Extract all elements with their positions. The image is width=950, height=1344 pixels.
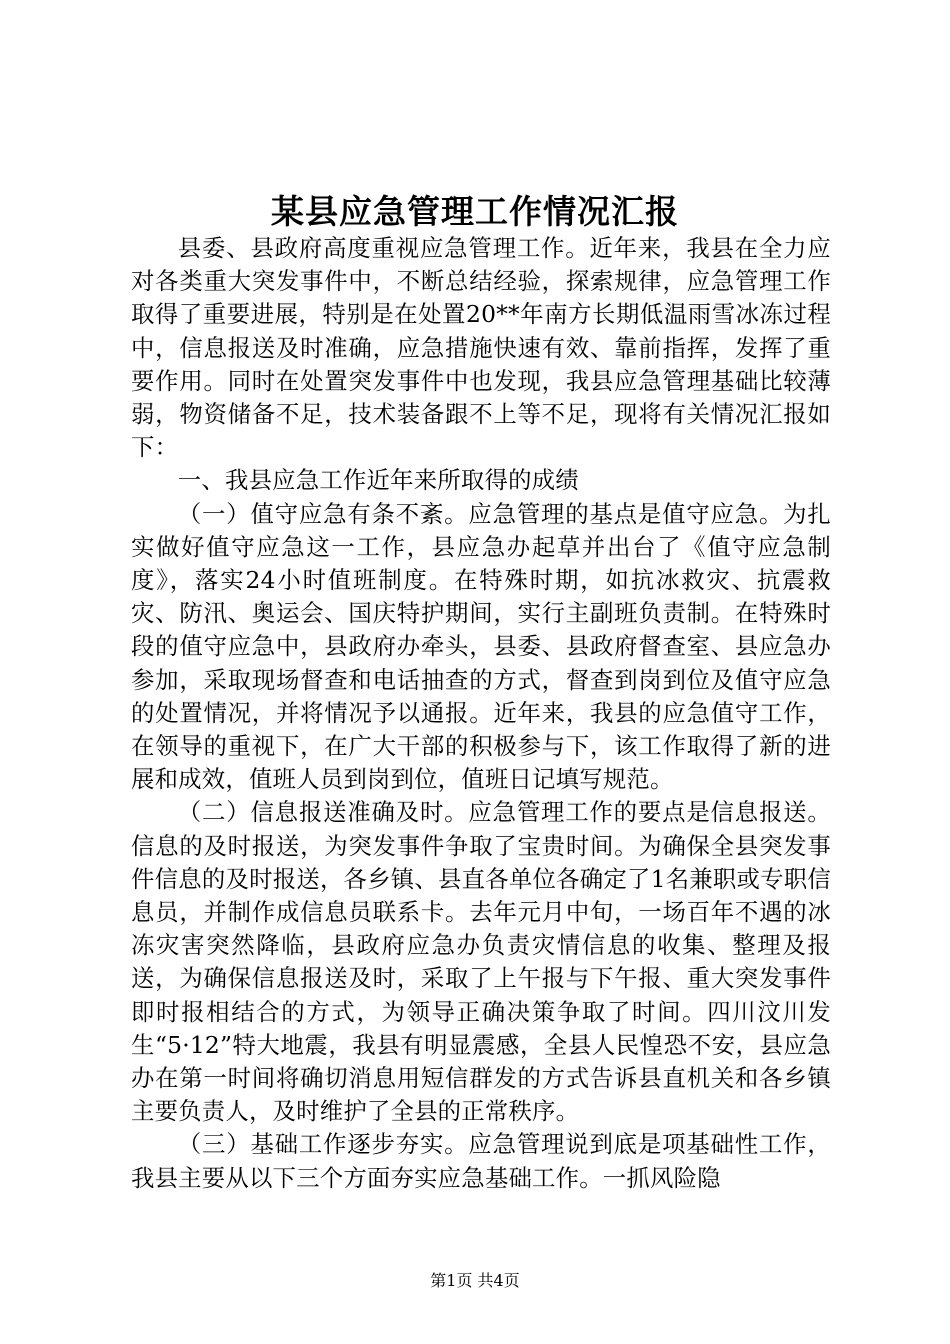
paragraph-foundation: （三）基础工作逐步夯实。应急管理说到底是项基础性工作，我县主要从以下三个方面夯实应急基础工作。一抓风险隐 <box>131 1130 831 1192</box>
section-heading: 一、我县应急工作近年来所取得的成绩 <box>177 466 579 495</box>
paragraph-info-report: （二）信息报送准确及时。应急管理工作的要点是信息报送。信息的及时报送，为突发事件争取了宝贵时间。为确保全县突发事件信息的及时报送，各乡镇、县直各单位各确定了1名兼职或专职信息员，并制作成信息员联系卡。去年元月中旬，一场百年不遇的冰冻灾害突然降临，县政府应急办负责灾情信息的收集、整理及报送，为确保信息报送及时，采取了上午报与下午报、重大突发事件即时报相结合的方式，为领导正确决策争取了时间。四川汶川发生“5·12”特大地震，我县有明显震感，全县人民惶恐不安，县应急办在第一时间将确切消息用短信群发的方式告诉县直机关和各乡镇主要负责人，及时维护了全县的正常秩序。 <box>131 798 831 1126</box>
paragraph-intro: 县委、县政府高度重视应急管理工作。近年来，我县在全力应对各类重大突发事件中，不断总结经验，探索规律，应急管理工作取得了重要进展，特别是在处置20**年南方长期低温雨雪冰冻过程中，信息报送及时准确，应急措施快速有效、靠前指挥，发挥了重要作用。同时在处置突发事件中也发现，我县应急管理基础比较薄弱，物资储备不足，技术装备跟不上等不足，现将有关情况汇报如下： <box>131 234 831 462</box>
paragraph-duty: （一）值守应急有条不紊。应急管理的基点是值守应急。为扎实做好值守应急这一工作，县应急办起草并出台了《值守应急制度》，落实24小时值班制度。在特殊时期，如抗冰救灾、抗震救灾、防汛、奥运会、国庆特护期间，实行主副班负责制。在特殊时段的值守应急中，县政府办牵头，县委、县政府督查室、县应急办参加，采取现场督查和电话抽查的方式，督查到岗到位及值守应急的处置情况，并将情况予以通报。近年来，我县的应急值守工作，在领导的重视下，在广大干部的积极参与下，该工作取得了新的进展和成效，值班人员到岗到位，值班日记填写规范。 <box>131 499 831 794</box>
document-title: 某县应急管理工作情况汇报 <box>271 192 679 231</box>
document-body <box>131 232 831 1195</box>
page-footer: 第1页 共4页 <box>430 1271 520 1290</box>
